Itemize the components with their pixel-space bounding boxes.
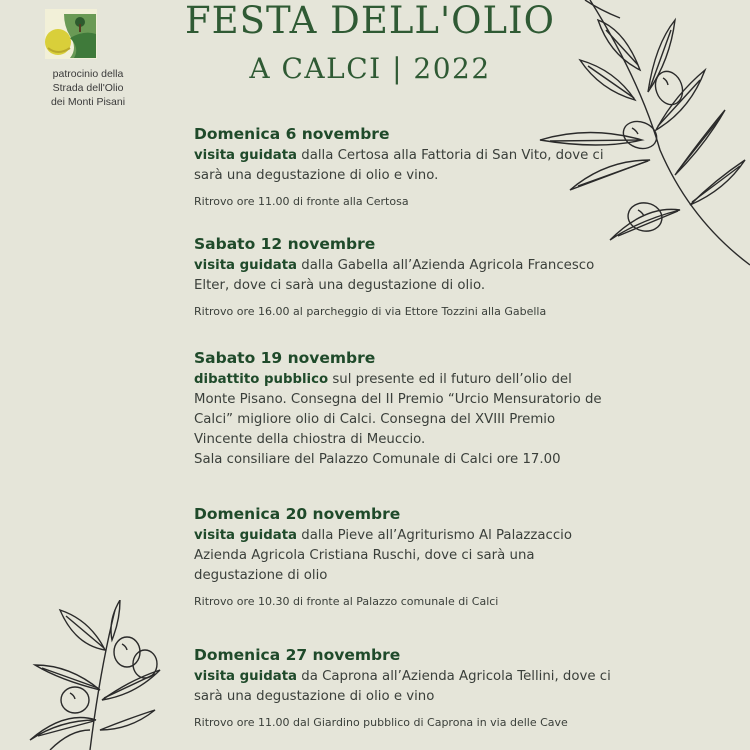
event-details: sul presente ed il futuro dell’olio del Monte Pisano. Consegna del II Premio “Urcio Mensuratorio de Calci” migliore olio di Calci. Consegna del XVIII Premio Vincente della chiostra di Meuccio. [194,372,602,447]
patronage-line-2: Strada dell'Olio [52,82,124,94]
event-date: Sabato 12 novembre [194,235,376,253]
event-meeting-point: Ritrovo ore 11.00 dal Giardino pubblico di Caprona in via delle Cave [194,716,568,729]
event-date: Domenica 27 novembre [194,646,401,664]
event-kind: visita guidata [194,258,298,273]
event-details: dalla Pieve all’Agriturismo Al Palazzaccio Azienda Agricola Cristiana Ruschi, dove ci sarà una degustazione di olio [194,528,572,583]
olive-branch-bottom-left-icon [20,600,170,750]
event-details: da Caprona all’Azienda Agricola Tellini, dove ci sarà una degustazione di olio e vino [194,669,611,704]
event-item [194,645,614,731]
patronage-line-3: dei Monti Pisani [50,96,126,108]
patronage-text [28,67,148,109]
event-date: Domenica 20 novembre [194,505,401,523]
event-date: Domenica 6 novembre [194,125,390,143]
event-kind: visita guidata [194,148,298,163]
page-title: FESTA DELL'OLIO [184,0,555,42]
event-details: dalla Gabella all’Azienda Agricola Francesco Elter, dove ci sarà una degustazione di olio. [194,258,595,293]
event-venue: Sala consiliare del Palazzo Comunale di Calci ore 17.00 [194,452,561,467]
event-meeting-point: Ritrovo ore 16.00 al parcheggio di via Ettore Tozzini alla Gabella [194,305,547,318]
event-date: Sabato 19 novembre [194,349,376,367]
strada-olio-logo-icon [44,8,98,60]
event-item [194,504,614,610]
event-description [194,526,614,586]
event-meeting-point: Ritrovo ore 10.30 di fronte al Palazzo comunale di Calci [194,595,499,608]
event-meeting-point: Ritrovo ore 11.00 di fronte alla Certosa [194,195,409,208]
page-subtitle: A CALCI | 2022 [249,52,491,85]
event-kind: visita guidata [194,669,298,684]
event-description [194,667,614,707]
olive-branch-top-right-icon [530,0,750,270]
event-kind: visita guidata [194,528,298,543]
event-details: dalla Certosa alla Fattoria di San Vito, dove ci sarà una degustazione di olio e vino. [194,148,604,183]
event-kind: dibattito pubblico [194,372,329,387]
patronage-line-1: patrocinio della [52,68,124,80]
event-item [194,348,614,470]
event-description [194,370,614,450]
